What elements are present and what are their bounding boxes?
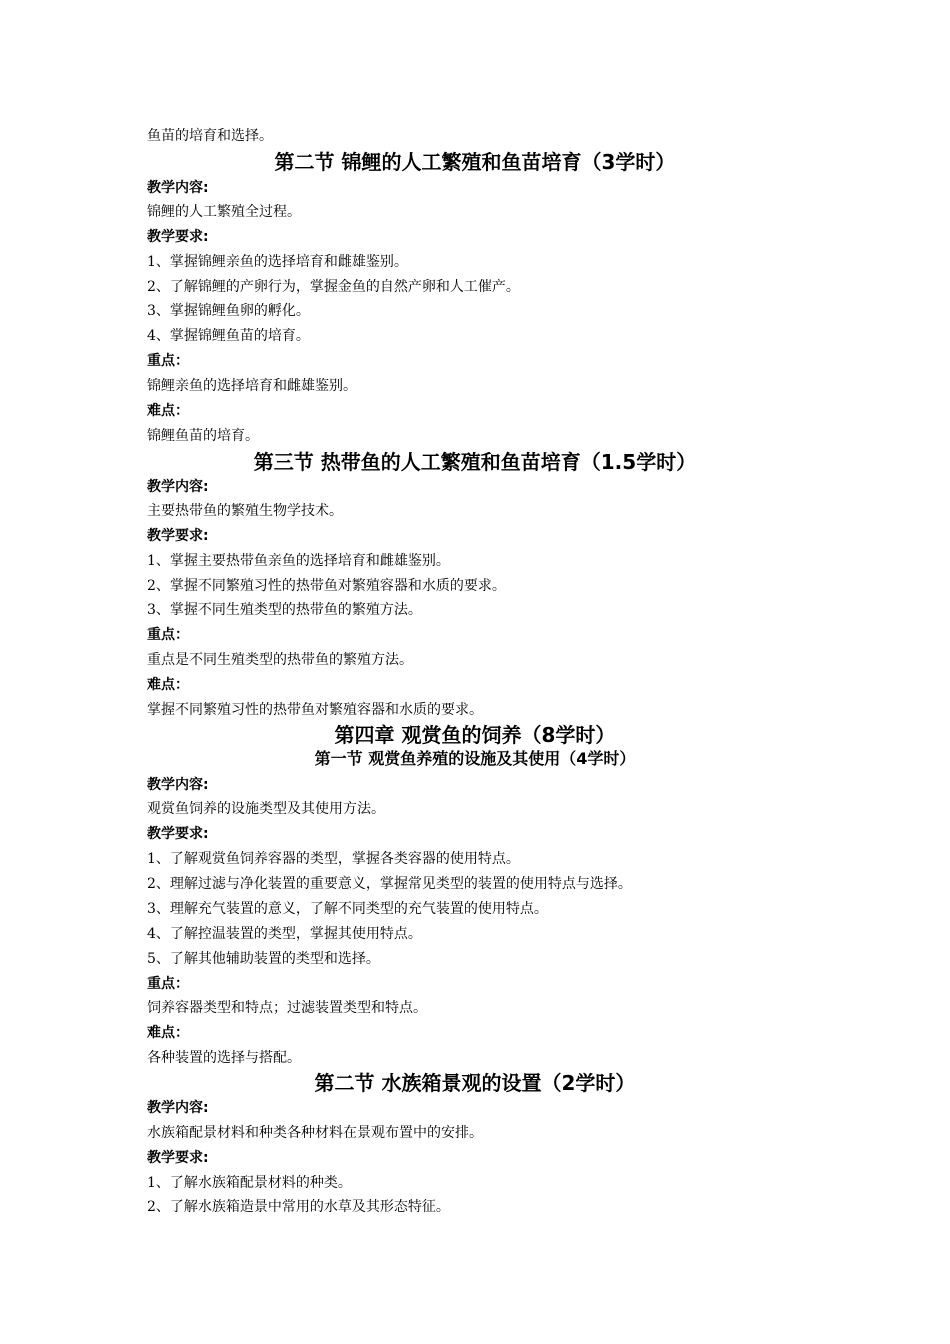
content-text: 主要热带鱼的繁殖生物学技术。	[147, 503, 343, 519]
requirement-item: 1、掌握主要热带鱼亲鱼的选择培育和雌雄鉴别。	[147, 553, 450, 569]
content-text: 水族箱配景材料和种类各种材料在景观布置中的安排。	[147, 1125, 483, 1141]
requirement-item: 4、掌握锦鲤鱼苗的培育。	[147, 328, 310, 344]
content-label: 教学内容:	[147, 1100, 209, 1116]
key-point-label: 重点：	[147, 627, 189, 643]
requirement-item: 3、理解充气装置的意义，了解不同类型的充气装置的使用特点。	[147, 901, 548, 917]
key-point-text: 锦鲤亲鱼的选择培育和雌雄鉴别。	[147, 378, 357, 394]
content-label: 教学内容:	[147, 180, 209, 196]
requirement-item: 2、理解过滤与净化装置的重要意义，掌握常见类型的装置的使用特点与选择。	[147, 876, 632, 892]
requirements-label: 教学要求:	[147, 826, 209, 842]
requirement-item: 3、掌握锦鲤鱼卵的孵化。	[147, 303, 310, 319]
key-point-text: 饲养容器类型和特点；过滤装置类型和特点。	[147, 1000, 427, 1016]
intro-line: 鱼苗的培育和选择。	[147, 128, 273, 144]
section-title-aquascape: 第二节 水族箱景观的设置（2学时）	[314, 1071, 636, 1095]
difficulty-text: 掌握不同繁殖习性的热带鱼对繁殖容器和水质的要求。	[147, 702, 483, 718]
section-title-tropical: 第三节 热带鱼的人工繁殖和鱼苗培育（1.5学时）	[253, 450, 697, 474]
requirements-label: 教学要求:	[147, 229, 209, 245]
requirements-label: 教学要求:	[147, 528, 209, 544]
content-label: 教学内容:	[147, 479, 209, 495]
difficulty-text: 各种装置的选择与搭配。	[147, 1050, 301, 1066]
requirement-item: 2、了解水族箱造景中常用的水草及其形态特征。	[147, 1199, 450, 1215]
difficulty-label: 难点：	[147, 1025, 189, 1041]
requirement-item: 3、掌握不同生殖类型的热带鱼的繁殖方法。	[147, 602, 422, 618]
difficulty-label: 难点：	[147, 677, 189, 693]
content-text: 锦鲤的人工繁殖全过程。	[147, 204, 301, 220]
requirement-item: 1、了解水族箱配景材料的种类。	[147, 1175, 352, 1191]
key-point-label: 重点：	[147, 353, 189, 369]
content-text: 观赏鱼饲养的设施类型及其使用方法。	[147, 801, 385, 817]
requirement-item: 1、掌握锦鲤亲鱼的选择培育和雌雄鉴别。	[147, 254, 408, 270]
difficulty-text: 锦鲤鱼苗的培育。	[147, 428, 259, 444]
section-title-koi: 第二节 锦鲤的人工繁殖和鱼苗培育（3学时）	[274, 150, 676, 174]
section-title-facilities: 第一节 观赏鱼养殖的设施及其使用（4学时）	[314, 749, 636, 768]
requirement-item: 5、了解其他辅助装置的类型和选择。	[147, 951, 380, 967]
chapter-title: 第四章 观赏鱼的饲养（8学时）	[334, 723, 616, 747]
key-point-text: 重点是不同生殖类型的热带鱼的繁殖方法。	[147, 652, 413, 668]
requirements-label: 教学要求:	[147, 1150, 209, 1166]
content-label: 教学内容:	[147, 777, 209, 793]
difficulty-label: 难点：	[147, 403, 189, 419]
requirement-item: 2、了解锦鲤的产卵行为，掌握金鱼的自然产卵和人工催产。	[147, 279, 520, 295]
key-point-label: 重点：	[147, 976, 189, 992]
requirement-item: 1、了解观赏鱼饲养容器的类型，掌握各类容器的使用特点。	[147, 851, 520, 867]
requirement-item: 4、了解控温装置的类型，掌握其使用特点。	[147, 926, 422, 942]
requirement-item: 2、掌握不同繁殖习性的热带鱼对繁殖容器和水质的要求。	[147, 578, 506, 594]
